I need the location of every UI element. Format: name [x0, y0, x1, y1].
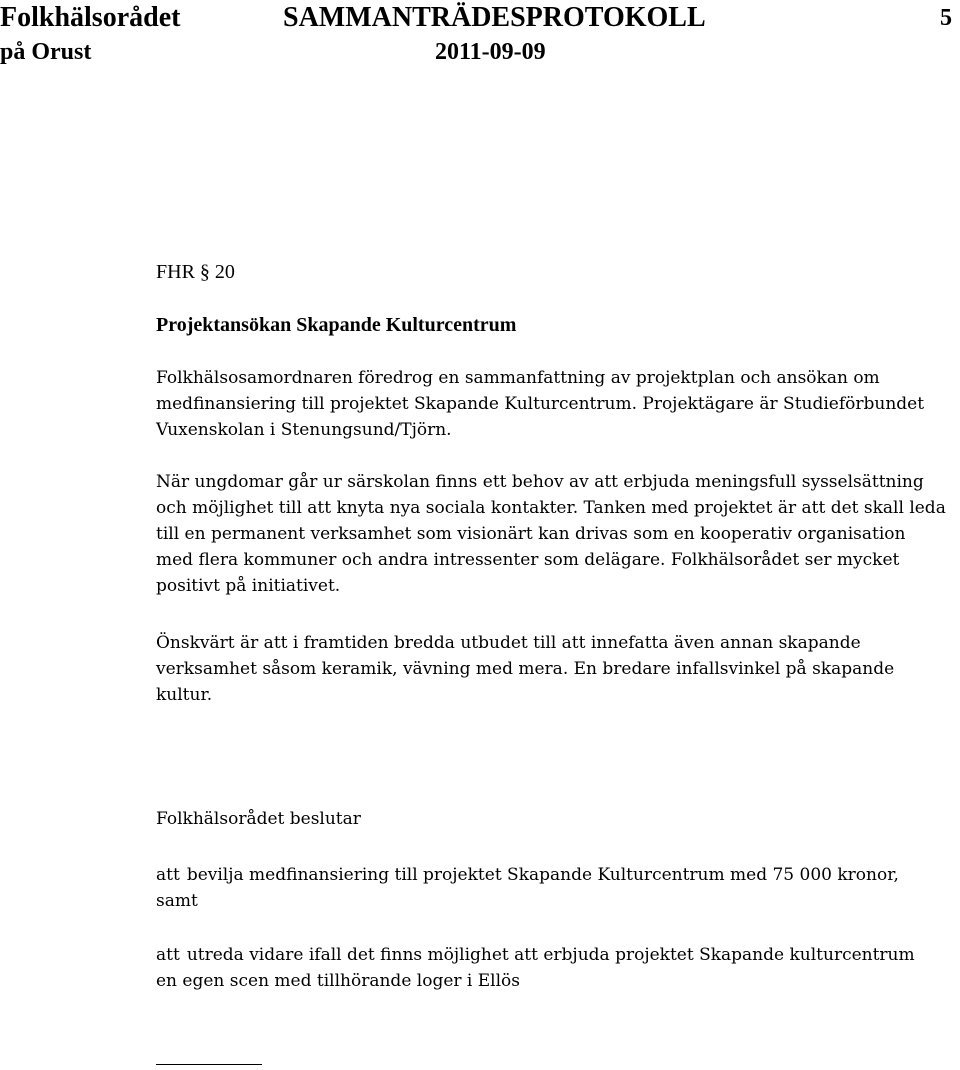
decision-heading: Folkhälsorådet beslutar [156, 809, 361, 829]
signature-line [156, 1064, 262, 1065]
header-document-title: SAMMANTRÄDESPROTOKOLL [283, 2, 706, 33]
paragraph-presentation: Folkhälsosamordnaren föredrog en sammanfattning av projektplan och ansökan om medfinansiering till projektet Skapande Kulturcentrum. Projektägare är Studieförbundet Vuxenskolan i Stenungsund/Tjörn. [156, 368, 925, 440]
section-title: Projektansökan Skapande Kulturcentrum [156, 314, 517, 336]
decision-item [156, 942, 916, 994]
decision-text: bevilja medfinansiering till projektet Skapande Kulturcentrum med 75 000 kronor, samt [156, 865, 899, 911]
paragraph-future-wish: Önskvärt är att i framtiden bredda utbudet till att innefatta även annan skapande verksamhet såsom keramik, vävning med mera. En bredare infallsvinkel på skapande kultur. [156, 633, 895, 705]
decision-prefix: att [156, 945, 180, 965]
header-date: 2011-09-09 [435, 39, 546, 65]
section-number: FHR § 20 [156, 261, 235, 283]
header-location: på Orust [0, 39, 92, 65]
decision-item [156, 862, 916, 914]
page-number: 5 [940, 5, 952, 31]
decision-text: utreda vidare ifall det finns möjlighet att erbjuda projektet Skapande kulturcentrum en egen scen med tillhörande loger i Ellös [156, 945, 915, 991]
decision-prefix: att [156, 865, 180, 885]
header-organization: Folkhälsorådet [0, 2, 181, 33]
paragraph-background: När ungdomar går ur särskolan finns ett behov av att erbjuda meningsfull sysselsättning och möjlighet till att knyta nya sociala kontakter. Tanken med projektet är att det skall leda till en permanent verksamhet som visionärt kan drivas som en kooperativ organisation med flera kommuner och andra intressenter som delägare. Folkhälsorådet ser mycket positivt på initiativet. [156, 472, 946, 596]
